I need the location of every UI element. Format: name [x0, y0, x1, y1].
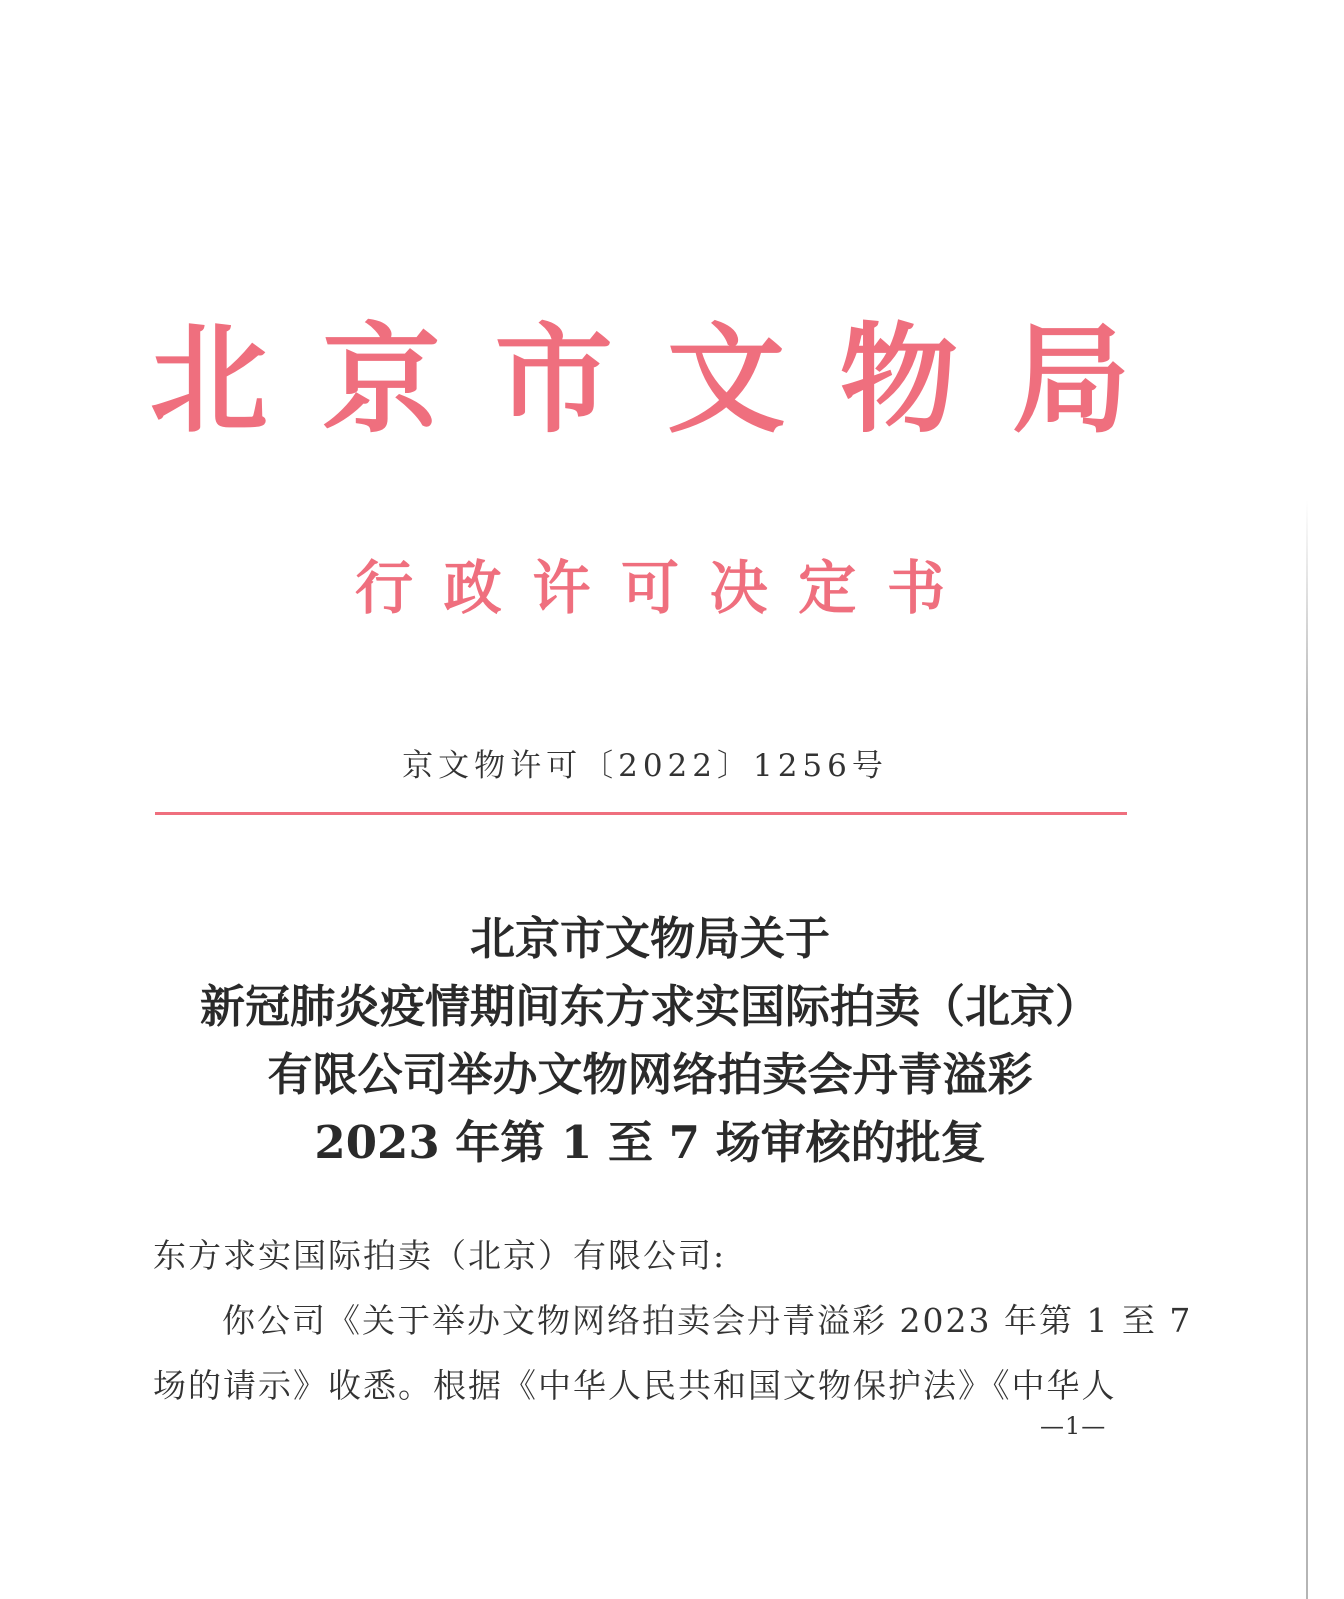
page-number: —1—: [1040, 1412, 1107, 1440]
doc-type-char: 书: [886, 554, 945, 622]
title-line: 北京市文物局关于: [469, 912, 830, 965]
issuing-authority-header: [150, 300, 1130, 460]
doc-type-char: 定: [798, 554, 857, 622]
header-char: 局: [1011, 310, 1130, 449]
document-number: 京文物许可〔2022〕1256号: [402, 748, 888, 784]
salutation: 东方求实国际拍卖（北京）有限公司:: [153, 1236, 727, 1275]
body-text-line: 场的请示》收悉。根据《中华人民共和国文物保护法》《中华人: [153, 1366, 1117, 1405]
scan-edge: [1306, 500, 1308, 1599]
title-line: 新冠肺炎疫情期间东方求实国际拍卖（北京）: [199, 980, 1100, 1033]
doc-type-char: 行: [355, 554, 414, 622]
document-title: [120, 905, 1180, 1177]
doc-type-char: 可: [620, 554, 679, 622]
header-char: 京: [322, 310, 441, 449]
title-line: 2023 年第 1 至 7 场审核的批复: [314, 1116, 986, 1169]
header-char: 物: [839, 310, 958, 449]
doc-type-char: 许: [532, 554, 591, 622]
doc-type-char: 政: [443, 554, 502, 622]
title-line: 有限公司举办文物网络拍卖会丹青溢彩: [267, 1048, 1033, 1101]
document-type: [355, 548, 945, 628]
body-text-line: 你公司《关于举办文物网络拍卖会丹青溢彩 2023 年第 1 至 7: [222, 1301, 1193, 1340]
doc-type-char: 决: [709, 554, 768, 622]
header-char: 北: [150, 310, 269, 449]
header-char: 文: [667, 310, 786, 449]
header-char: 市: [494, 310, 613, 449]
red-divider-line: [155, 812, 1127, 815]
